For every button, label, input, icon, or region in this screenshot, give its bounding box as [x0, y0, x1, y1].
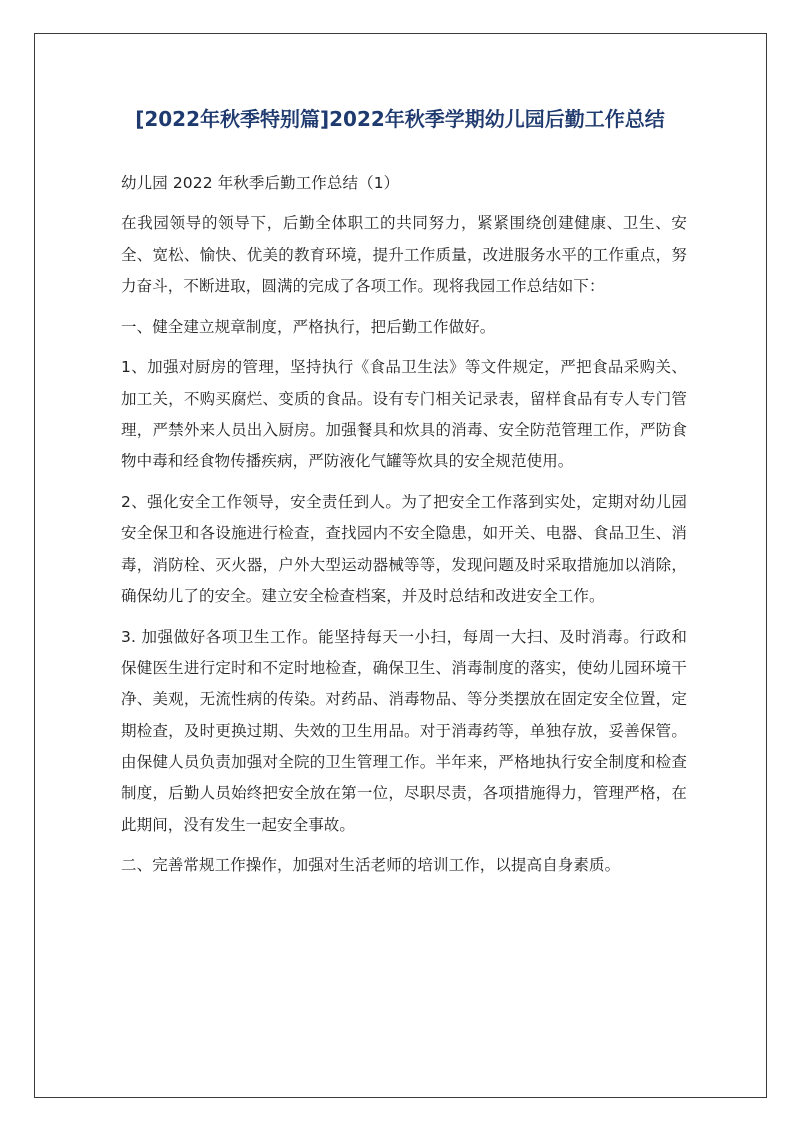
paragraph-section-2-heading: 二、完善常规工作操作，加强对生活老师的培训工作，以提高自身素质。 [121, 856, 621, 875]
document-title: [2022年秋季特别篇]2022年秋季学期幼儿园后勤工作总结 [135, 107, 665, 131]
paragraph-item-3: 3. 加强做好各项卫生工作。能坚持每天一小扫，每周一大扫、及时消毒。行政和保健医生进行定时和不定时地检查，确保卫生、消毒制度的落实，使幼儿园环境干净、美观，无流性病的传染。对药品、消毒物品、等分类摆放在固定安全位置，定期检查，及时更换过期、失效的卫生用品。对于消毒药等，单独存放，妥善保管。由保健人员负责加强对全院的卫生管理工作。半年来，严格地执行安全制度和检查制度，后勤人员始终把安全放在第一位，尽职尽责，各项措施得力，管理严格，在此期间，没有发生一起安全事故。 [121, 627, 687, 834]
paragraph-item-1: 1、加强对厨房的管理，坚持执行《食品卫生法》等文件规定，严把食品采购关、加工关，不购买腐烂、变质的食品。设有专门相关记录表，留样食品有专人专门管理，严禁外来人员出入厨房。加强餐具和炊具的消毒、安全防范管理工作，严防食物中毒和经食物传播疾病，严防液化气罐等炊具的安全规范使用。 [121, 358, 687, 471]
paragraph-item-2: 2、强化安全工作领导，安全责任到人。为了把安全工作落到实处，定期对幼儿园安全保卫和各设施进行检查，查找园内不安全隐患，如开关、电器、食品卫生、消毒，消防栓、灭火器，户外大型运动器械等等，发现问题及时采取措施加以消除，确保幼儿了的安全。建立安全检查档案，并及时总结和改进安全工作。 [121, 493, 687, 606]
document-subtitle: 幼儿园 2022 年秋季后勤工作总结（1） [121, 174, 400, 192]
paragraph-section-1-heading: 一、健全建立规章制度，严格执行，把后勤工作做好。 [121, 317, 496, 336]
document-body [121, 168, 687, 891]
paragraph-intro: 在我园领导的领导下，后勤全体职工的共同努力，紧紧围绕创建健康、卫生、安全、宽松、愉快、优美的教育环境，提升工作质量，改进服务水平的工作重点，努力奋斗，不断进取，圆满的完成了各项工作。现将我园工作总结如下： [121, 214, 687, 295]
